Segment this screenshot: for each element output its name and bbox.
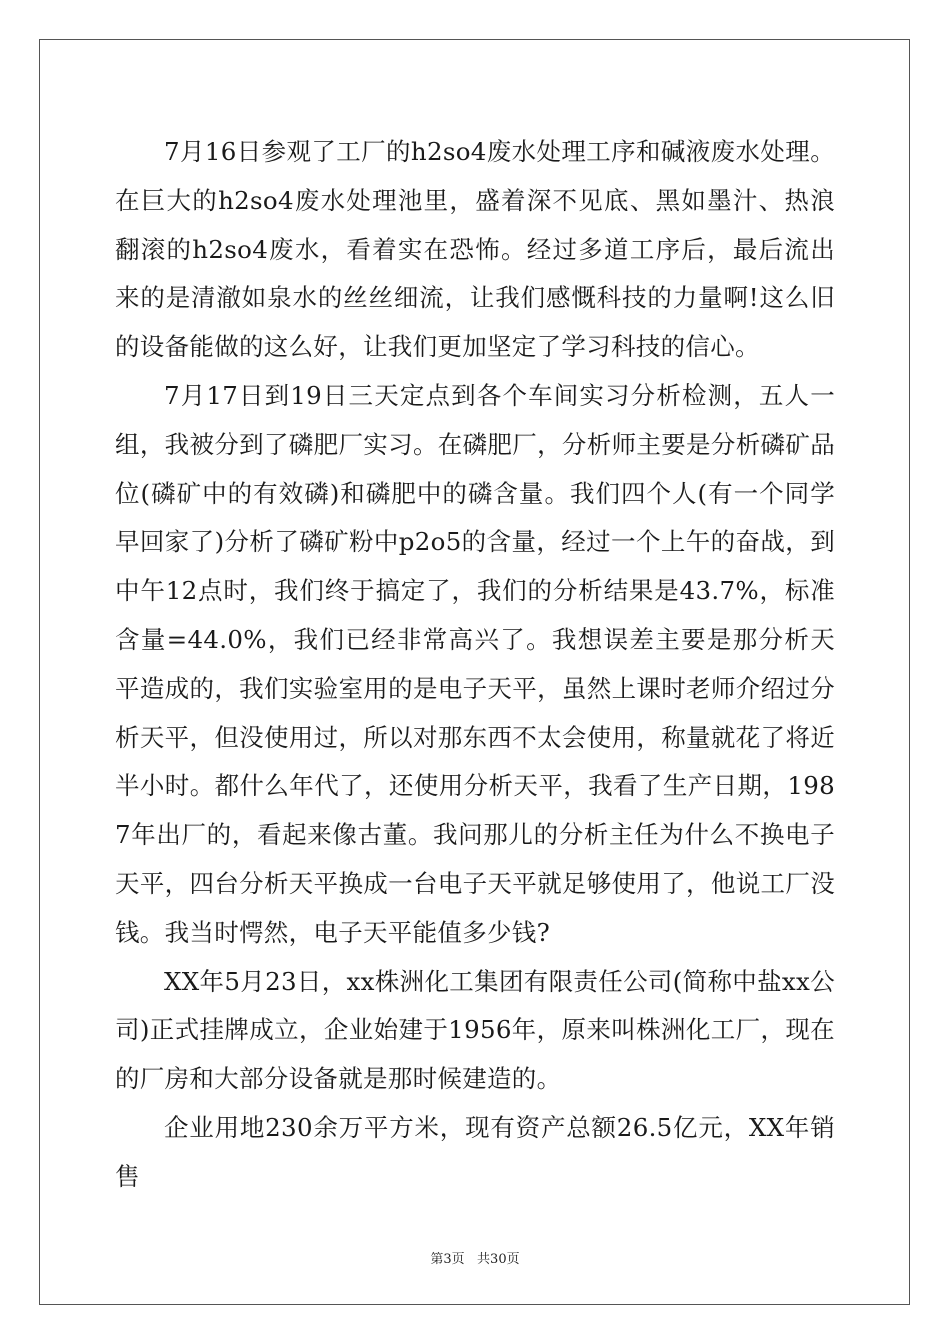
paragraph: 企业用地230余万平方米，现有资产总额26.5亿元，XX年销售 bbox=[115, 1112, 835, 1191]
page-number-footer: 第3页 共30页 bbox=[430, 1252, 520, 1267]
paragraph: XX年5月23日，xx株洲化工集团有限责任公司(简称中盐xx公司)正式挂牌成立，企业始建于1956年，原来叫株洲化工厂，现在的厂房和大部分设备就是那时候建造的。 bbox=[115, 966, 835, 1094]
paragraph: 7月17日到19日三天定点到各个车间实习分析检测，五人一组，我被分到了磷肥厂实习。在磷肥厂，分析师主要是分析磷矿品位(磷矿中的有效磷)和磷肥中的磷含量。我们四个人(有一个同学早回家了)分析了磷矿粉中p2o5的含量，经过一个上午的奋战，到中午12点时，我们终于搞定了，我们的分析结果是43.7%，标准含量=44.0%，我们已经非常高兴了。我想误差主要是那分析天平造成的，我们实验室用的是电子天平，虽然上课时老师介绍过分析天平，但没使用过，所以对那东西不太会使用，称量就花了将近半小时。都什么年代了，还使用分析天平，我看了生产日期，1987年出厂的，看起来像古董。我问那儿的分析主任为什么不换电子天平，四台分析天平换成一台电子天平就足够使用了，他说工厂没钱。我当时愕然，电子天平能值多少钱? bbox=[115, 380, 835, 947]
document-body bbox=[115, 128, 835, 1202]
paragraph: 7月16日参观了工厂的h2so4废水处理工序和碱液废水处理。在巨大的h2so4废水处理池里，盛着深不见底、黑如墨汁、热浪翻滚的h2so4废水，看着实在恐怖。经过多道工序后，最后流出来的是清澈如泉水的丝丝细流，让我们感慨科技的力量啊!这么旧的设备能做的这么好，让我们更加坚定了学习科技的信心。 bbox=[115, 137, 835, 362]
